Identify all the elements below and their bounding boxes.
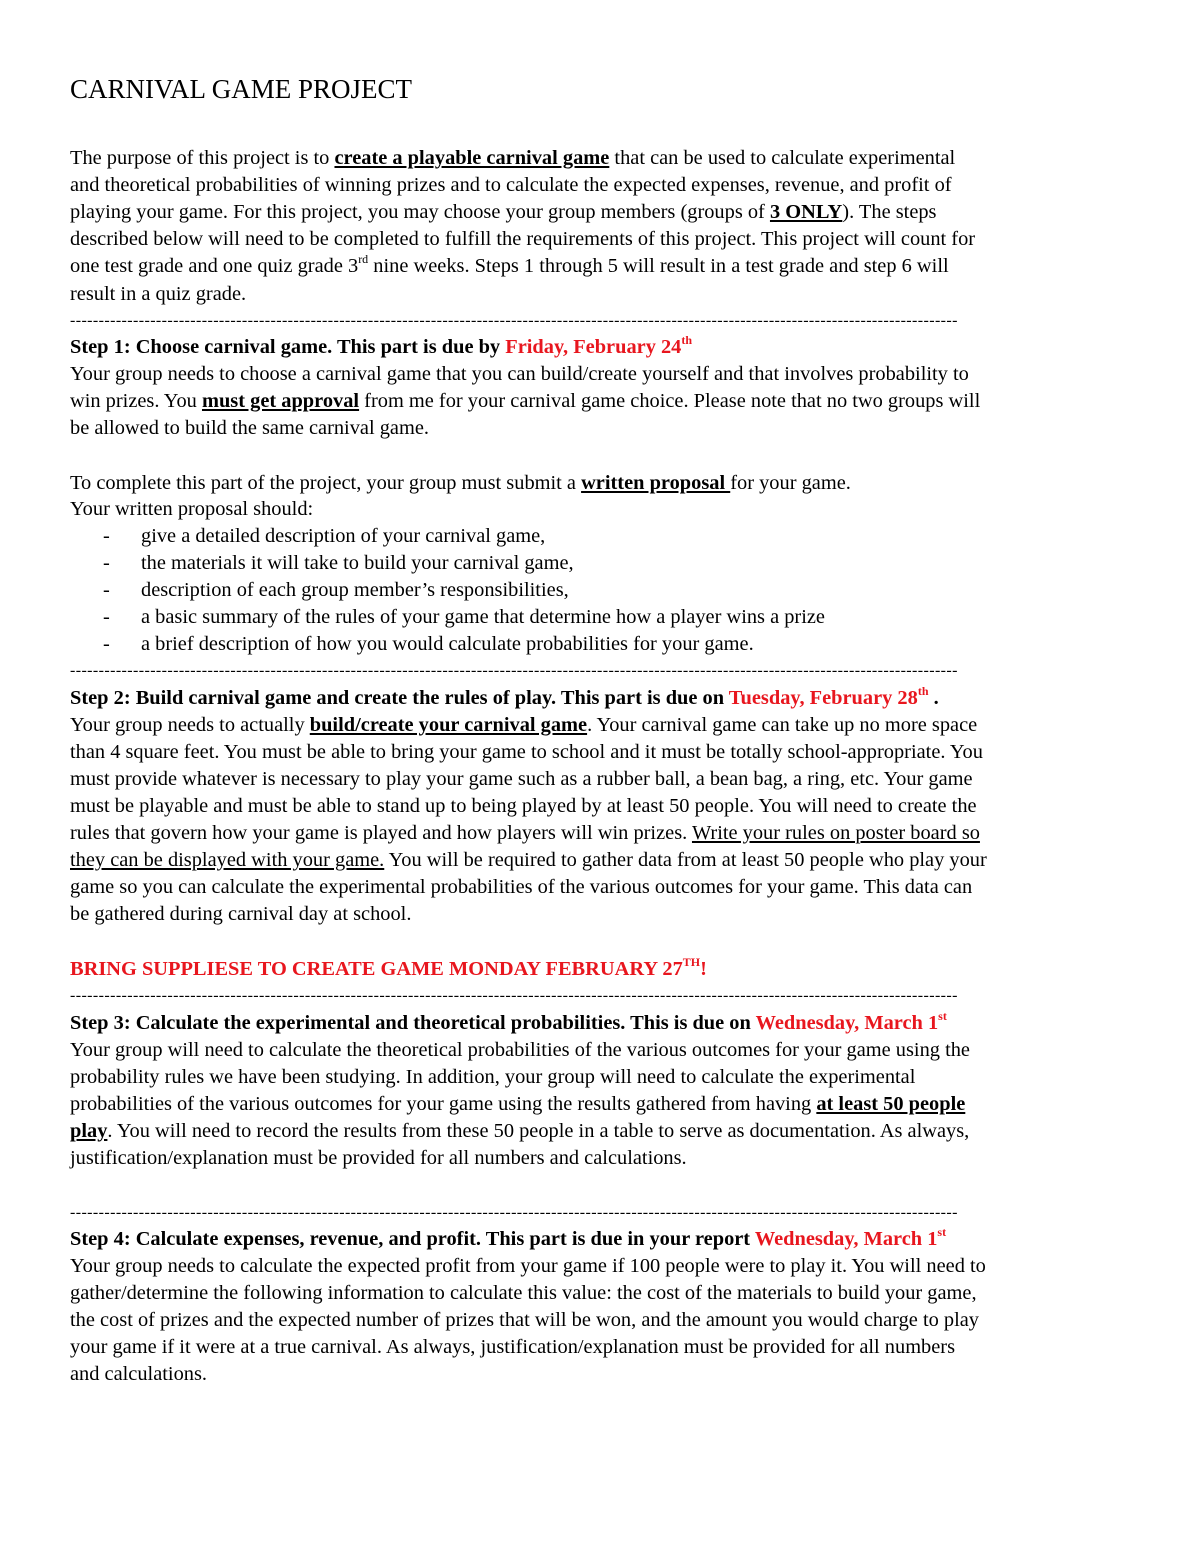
step2-line-2: than 4 square feet. You must be able to bring your game to school and it must be totally school-appropriate. You [70, 741, 983, 763]
step4-line-1: Your group needs to calculate the expected profit from your game if 100 people were to play it. You will need to [70, 1255, 986, 1277]
step3-line-5: justification/explanation must be provided for all numbers and calculations. [70, 1147, 687, 1169]
step3-line-1: Your group will need to calculate the theoretical probabilities of the various outcomes for your game using the [70, 1039, 970, 1061]
step3-line-4: play. You will need to record the results from these 50 people in a table to serve as documentation. As always, [70, 1120, 970, 1142]
intro-line-6: result in a quiz grade. [70, 283, 247, 305]
step4-line-5: and calculations. [70, 1363, 208, 1385]
intro-line-5: one test grade and one quiz grade 3rd nine weeks. Steps 1 through 5 will result in a test grade and step 6 will [70, 252, 949, 277]
approval-emphasis: must get approval [201, 390, 360, 412]
step4-due-date: Wednesday, March 1 [754, 1228, 938, 1250]
step4-line-3: the cost of prizes and the expected number of prizes that will be won, and the amount you would charge to play [70, 1309, 980, 1331]
step2-line-4: must be playable and must be able to stand up to being played by at least 50 people. You will need to create the [70, 795, 977, 817]
intro-line-3: playing your game. For this project, you may choose your group members (groups of 3 ONLY). The steps [70, 201, 937, 223]
document-page: CARNIVAL GAME PROJECT The purpose of this project is to create a playable carnival game that can be used to calculate experimental and theoretical probabilities of winning prizes and to calculate the expected expenses, revenue, and profit of playing your game. For this project, you may choose your group members (groups of 3 ONLY). The steps described below will need to be completed to fulfill the requirements of this project. This project will count for one test grade and one quiz grade 3rd nine weeks. Steps 1 through 5 will result in a test grade and step 6 will result in a quiz grade. ----------------------------------------------------------------------------------------------------------------------------------------------------------- Step 1: Choose carnival game. This part is due by Friday, February 24th Your group needs to choose a carnival game that you can build/create yourself and that involves probability to win prizes. You must get approval from me for your carnival game choice. Please note that no two groups will be allowed to build the same carnival game. To complete this part of the project, your group must submit a written proposal for your game. Your written proposal should: - give a detailed description of your carnival game, - the materials it will take to build your carnival game, - description of each group member’s responsibilities, - a basic summary of the rules of your game that determine how a player wins a prize - a brief description of how you would calculate probabilities for your game. ----------------------------------------------------------------------------------------------------------------------------------------------------------- Step 2: Build carnival game and create the rules of play. This part is due on Tuesday, February 28th . Your group needs to actually build/create your carnival game. Your carnival game can take up no more space than 4 square feet. You must be able to bring your game to school and it must be totally school-appropriate. You must provide whatever is necessary to play your game such as a rubber ball, a bean bag, a ring, etc. Your game must be playable and must be able to stand up to being played by at least 50 people. You will need to create the rules that govern how your game is played and how players will win prizes. Write your rules on poster board so they can be displayed with your game. You will be required to gather data from at least 50 people who play your game so you can calculate the experimental probabilities of the various outcomes for your game. This data can be gathered during carnival day at school. BRING SUPPLIESE TO CREATE GAME MONDAY FEBRUARY 27TH! ----------------------------------------------------------------------------------------------------------------------------------------------------------- Step 3: Calculate the experimental and theoretical probabilities. This is due on Wednesday, March 1st Your group will need to calculate the theoretical probabilities of the various outcomes for your game using the probability rules we have been studying. In addition, your group will need to calculate the experimental probabilities of the various outcomes for your game using the results gathered from having at least 50 people play. You will need to record the results from these 50 people in a table to serve as documentation. As always, justification/explanation must be provided for all numbers and calculations. ----------------------------------------------------------------------------------------------------------------------------------------------------------- Step 4: Calculate expenses, revenue, and profit. This part is due in your report Wednesday, March 1st Your group needs to calculate the expected profit from your game if 100 people were to play it. You will need to gather/determine the following information to calculate this value: the cost of the materials to build your game, the cost of prizes and the expected number of prizes that will be won, and the amount you would charge to play your game if it were at a true carnival. As always, justification/explanation must be provided for all numbers and calculations. [0, 0, 1200, 1553]
separator-rule: ----------------------------------------------------------------------------------------------------------------------------------------------------------- [70, 1204, 958, 1221]
intro-line-2: and theoretical probabilities of winning prizes and to calculate the expected expenses, revenue, and profit of [70, 174, 952, 196]
step1-line-3: be allowed to build the same carnival game. [70, 417, 429, 439]
step1-line-2: win prizes. You must get approval from me for your carnival game choice. Please note that no two groups will [70, 390, 981, 412]
step2-line-7: game so you can calculate the experimental probabilities of the various outcomes for your game. This data can [70, 876, 973, 898]
step4-line-4: your game if it were at a true carnival. As always, justification/explanation must be provided for all numbers [70, 1336, 956, 1358]
step1-due-date: Friday, February 24 [505, 336, 682, 358]
separator-rule: ----------------------------------------------------------------------------------------------------------------------------------------------------------- [70, 662, 958, 679]
intro-line-4: described below will need to be completed to fulfill the requirements of this project. This project will count for [70, 228, 976, 250]
step1-line-5: Your written proposal should: [70, 498, 314, 520]
step2-line-8: be gathered during carnival day at school. [70, 903, 412, 925]
intro-line-1: The purpose of this project is to create a playable carnival game that can be used to calculate experimental [70, 147, 956, 169]
step3-line-2: probability rules we have been studying. In addition, your group will need to calculate the experimental [70, 1066, 916, 1088]
supplies-notice: BRING SUPPLIESE TO CREATE GAME MONDAY FEBRUARY 27TH! [70, 955, 707, 980]
step4-heading: Step 4: Calculate expenses, revenue, and profit. This part is due in your report Wednesday, March 1st [70, 1225, 947, 1250]
separator-rule: ----------------------------------------------------------------------------------------------------------------------------------------------------------- [70, 987, 958, 1004]
written-proposal-emphasis: written proposal [581, 472, 731, 494]
step4-line-2: gather/determine the following information to calculate this value: the cost of the materials to build your game, [70, 1282, 977, 1304]
step1-line-1: Your group needs to choose a carnival game that you can build/create yourself and that involves probability to [70, 363, 969, 385]
fifty-people-emphasis: at least 50 people [816, 1093, 966, 1115]
display-rules-emphasis: they can be displayed with your game. [70, 849, 385, 871]
step3-line-3: probabilities of the various outcomes for your game using the results gathered from having at least 50 people [70, 1093, 966, 1115]
separator-rule: ----------------------------------------------------------------------------------------------------------------------------------------------------------- [70, 312, 958, 329]
step1-line-4: To complete this part of the project, your group must submit a written proposal for your game. [70, 472, 851, 494]
poster-board-emphasis: Write your rules on poster board so [691, 822, 980, 844]
step3-due-date: Wednesday, March 1 [755, 1012, 939, 1034]
step2-heading: Step 2: Build carnival game and create the rules of play. This part is due on Tuesday, February 28th . [70, 684, 939, 709]
step2-line-3: must provide whatever is necessary to play your game such as a rubber ball, a bean bag, a ring, etc. Your game [70, 768, 973, 790]
build-game-emphasis: build/create your carnival game [309, 714, 588, 736]
playable-game-emphasis: create a playable carnival game [334, 147, 610, 169]
page-title: CARNIVAL GAME PROJECT [70, 74, 413, 104]
step2-line-6: they can be displayed with your game. You will be required to gather data from at least 50 people who play your [70, 849, 987, 871]
play-emphasis: play [70, 1120, 108, 1142]
step2-line-5: rules that govern how your game is played and how players will win prizes. Write your rules on poster board so [70, 822, 980, 844]
step2-line-1: Your group needs to actually build/create your carnival game. Your carnival game can take up no more space [70, 714, 978, 736]
step3-heading: Step 3: Calculate the experimental and theoretical probabilities. This is due on Wednesday, March 1st [70, 1009, 947, 1034]
step2-due-date: Tuesday, February 28 [728, 687, 918, 709]
step1-heading: Step 1: Choose carnival game. This part is due by Friday, February 24th [70, 333, 693, 358]
group-size-emphasis: 3 ONLY [769, 201, 843, 223]
